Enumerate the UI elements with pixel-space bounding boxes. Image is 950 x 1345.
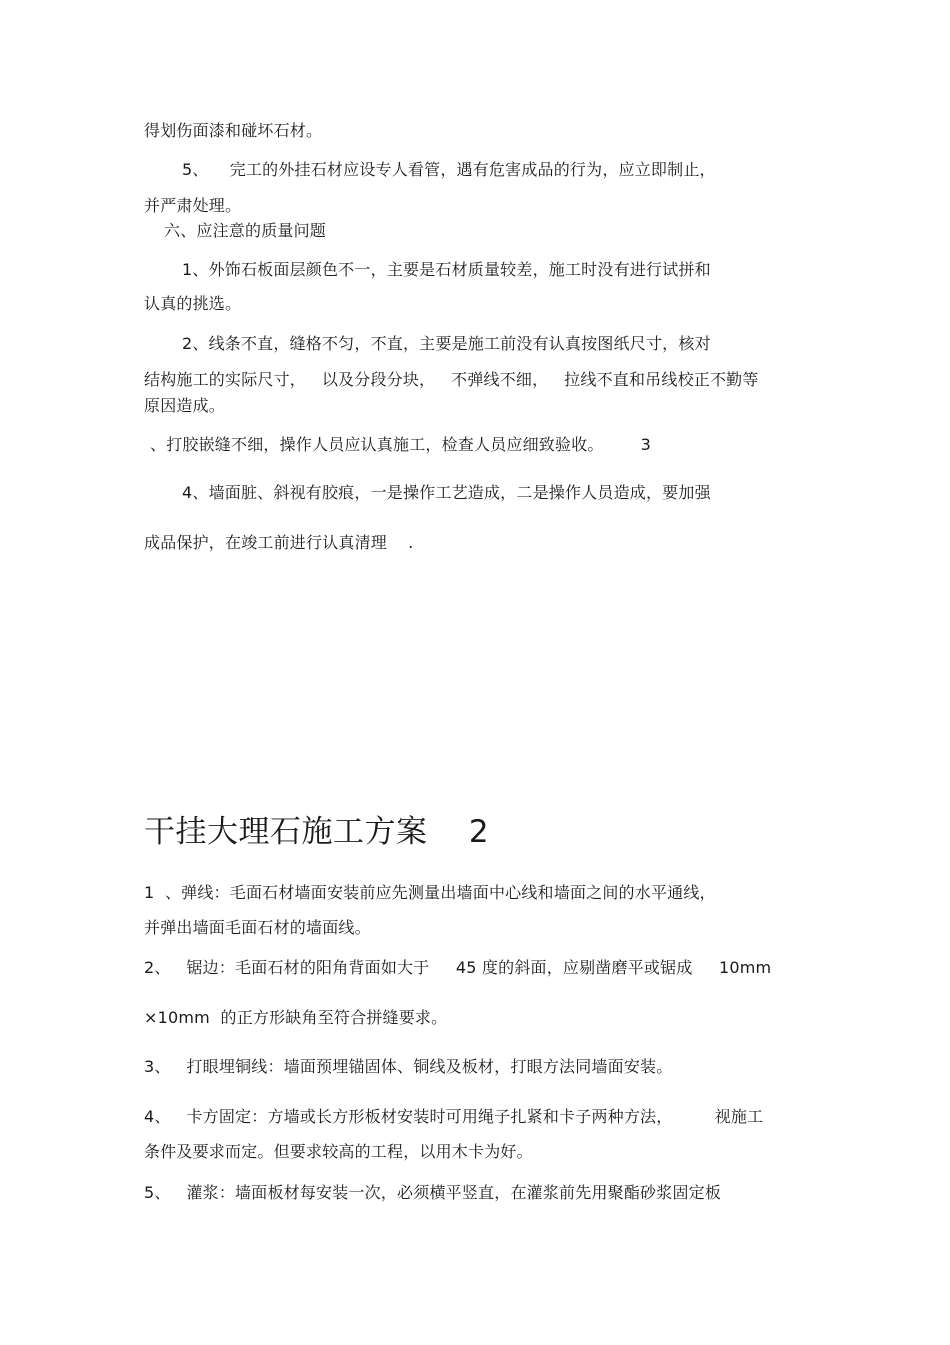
paragraph-line: 认真的挑选。: [144, 294, 242, 313]
paragraph-line: 5、 完工的外挂石材应设专人看管，遇有危害成品的行为，应立即制止，: [182, 160, 716, 179]
paragraph-line: 3、 打眼埋铜线：墙面预埋锚固体、铜线及板材，打眼方法同墙面安装。: [144, 1057, 673, 1076]
paragraph-line: 1 、弹线：毛面石材墙面安装前应先测量出墙面中心线和墙面之间的水平通线，: [144, 883, 716, 902]
paragraph-line: 条件及要求而定。但要求较高的工程，以用木卡为好。: [144, 1142, 533, 1161]
paragraph-line: 1、外饰石板面层颜色不一，主要是石材质量较差，施工时没有进行试拼和: [182, 260, 711, 279]
paragraph-line: 2、 锯边：毛面石材的阳角背面如大于 45 度的斜面，应剔凿磨平或锯成 10mm: [144, 958, 772, 977]
paragraph-line: 并弹出墙面毛面石材的墙面线。: [144, 918, 371, 937]
paragraph-line: 4、墙面脏、斜视有胶痕，一是操作工艺造成，二是操作人员造成，要加强: [182, 483, 711, 502]
paragraph-line: 原因造成。: [144, 396, 226, 415]
paragraph-line: 、打胶嵌缝不细，操作人员应认真施工，检查人员应细致验收。 3: [150, 435, 651, 454]
paragraph-line: 4、 卡方固定：方墙或长方形板材安装时可用绳子扎紧和卡子两种方法， 视施工: [144, 1107, 764, 1126]
document-title: 干挂大理石施工方案 2: [144, 814, 490, 850]
paragraph-line: 得划伤面漆和碰坏石材。: [144, 121, 323, 140]
section-heading: 六、应注意的质量问题: [164, 221, 327, 240]
paragraph-line: 5、 灌浆：墙面板材每安装一次，必须横平竖直，在灌浆前先用聚酯砂浆固定板: [144, 1183, 722, 1202]
paragraph-line: 结构施工的实际尺寸， 以及分段分块， 不弹线不细， 拉线不直和吊线校正不勤等: [144, 370, 759, 389]
paragraph-line: 2、线条不直，缝格不匀，不直，主要是施工前没有认真按图纸尺寸，核对: [182, 334, 711, 353]
paragraph-line: ×10mm 的正方形缺角至符合拼缝要求。: [144, 1008, 448, 1027]
paragraph-line: 并严肃处理。: [144, 196, 242, 215]
paragraph-line: 成品保护，在竣工前进行认真清理 .: [144, 533, 414, 552]
